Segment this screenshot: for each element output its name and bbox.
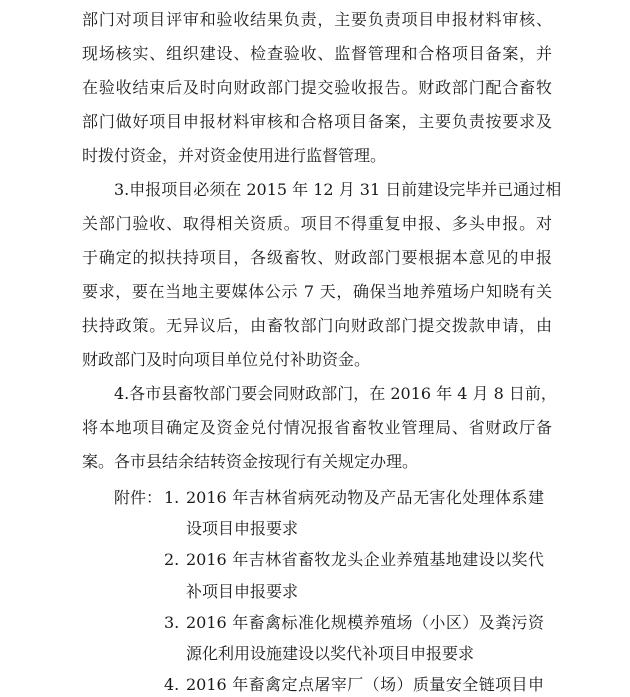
attachment-number: 2. bbox=[164, 550, 180, 569]
paragraph-line: 关部门验收、取得相关资质。项目不得重复申报、多头申报。对 bbox=[82, 214, 552, 233]
paragraph-line: 部门对项目评审和验收结果负责，主要负责项目申报材料审核、 bbox=[82, 10, 552, 29]
paragraph-line: 案。各市县结余结转资金按现行有关规定办理。 bbox=[82, 452, 419, 471]
paragraph-line: 在验收结束后及时向财政部门提交验收报告。财政部门配合畜牧 bbox=[82, 78, 552, 97]
attachment-title-line: 源化利用设施建设以奖代补项目申报要求 bbox=[186, 644, 475, 663]
paragraph-line: 现场核实、组织建设、检查验收、监督管理和合格项目备案，并 bbox=[82, 44, 552, 63]
attachments-label: 附件： bbox=[114, 488, 163, 507]
paragraph-line: 财政部门及时向项目单位兑付补助资金。 bbox=[82, 350, 371, 369]
paragraph-line: 扶持政策。无异议后，由畜牧部门向财政部门提交拨款申请，由 bbox=[82, 316, 552, 335]
attachment-title-line: 补项目申报要求 bbox=[186, 582, 299, 601]
paragraph-line: 时拨付资金，并对资金使用进行监督管理。 bbox=[82, 146, 387, 165]
attachment-title-line: 2016 年畜禽定点屠宰厂（场）质量安全链项目申 bbox=[186, 675, 544, 694]
paragraph-line: 要求，要在当地主要媒体公示 7 天，确保当地养殖场户知晓有关 bbox=[82, 282, 552, 301]
attachment-title-line: 2016 年吉林省病死动物及产品无害化处理体系建 bbox=[186, 488, 544, 507]
attachment-number: 1. bbox=[164, 488, 180, 507]
paragraph-line: 3.申报项目必须在 2015 年 12 月 31 日前建设完毕并已通过相 bbox=[114, 180, 562, 199]
attachment-number: 3. bbox=[164, 613, 180, 632]
attachment-title-line: 2016 年吉林省畜牧龙头企业养殖基地建设以奖代 bbox=[186, 550, 544, 569]
attachment-title-line: 2016 年畜禽标准化规模养殖场（小区）及粪污资 bbox=[186, 613, 544, 632]
paragraph-line: 将本地项目确定及资金兑付情况报省畜牧业管理局、省财政厅备 bbox=[82, 418, 552, 437]
attachment-title-line: 设项目申报要求 bbox=[186, 519, 299, 538]
paragraph-line: 部门做好项目申报材料审核和合格项目备案，主要负责按要求及 bbox=[82, 112, 552, 131]
attachment-number: 4. bbox=[164, 675, 180, 694]
paragraph-line: 于确定的拟扶持项目，各级畜牧、财政部门要根据本意见的申报 bbox=[82, 248, 552, 267]
paragraph-line: 4.各市县畜牧部门要会同财政部门，在 2016 年 4 月 8 日前， bbox=[114, 384, 557, 403]
